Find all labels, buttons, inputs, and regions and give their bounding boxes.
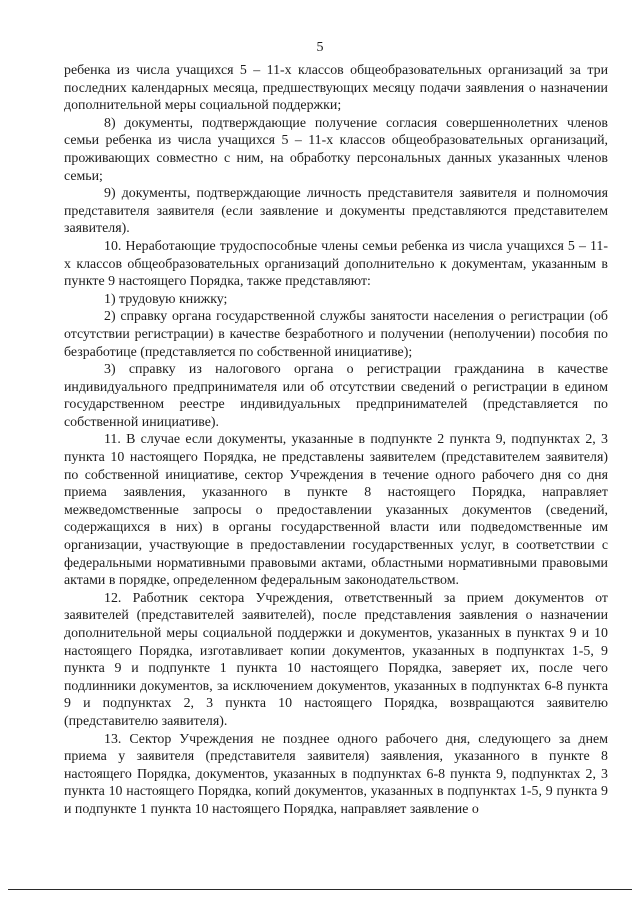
- bottom-divider: [8, 889, 632, 890]
- paragraph-continuation: ребенка из числа учащихся 5 – 11-х классов общеобразовательных организаций за три последних календарных месяца, предшествующих месяцу подачи заявления о назначении дополнительной меры социальной поддержки;: [64, 63, 608, 114]
- paragraph-item-9: 9) документы, подтверждающие личность представителя заявителя и полномочия представителя заявителя (если заявление и документы представляются представителем заявителя).: [64, 186, 608, 237]
- paragraph-section-12: 12. Работник сектора Учреждения, ответственный за прием документов от заявителей (представителей заявителей), после представления заявления о назначении дополнительной меры социальной поддержки и документов, указанных в пунктах 9 и 10 настоящего Порядка, изготавливает копии документов, указанных в подпунктах 1-5, 9 пункта 9 и подпункте 1 пункта 10 настоящего Порядка, заверяет их, после чего подлинники документов, за исключением документов, указанных в подпунктах 6-8 пункта 9 и подпунктах 2, 3 пункта 10 настоящего Порядка, возвращаются заявителю (представителю заявителя).: [64, 590, 608, 729]
- paragraph-subitem-3: 3) справку из налогового органа о регистрации гражданина в качестве индивидуального предпринимателя или об отсутствии сведений о регистрации в едином государственном реестре индивидуальных предпринимателей (представляется по собственной инициативе).: [64, 362, 608, 430]
- paragraph-subitem-2: 2) справку органа государственной службы занятости населения о регистрации (об отсутствии регистрации) в качестве безработного и получении (неполучении) пособия по безработице (представляется по собственной инициативе);: [64, 309, 608, 360]
- document-body: [64, 62, 608, 819]
- paragraph-section-10: 10. Неработающие трудоспособные члены семьи ребенка из числа учащихся 5 – 11-х классов общеобразовательных организаций дополнительно к документам, указанным в пункте 9 настоящего Порядка, также представляют:: [64, 238, 608, 290]
- paragraph-item-8: 8) документы, подтверждающие получение согласия совершеннолетних членов семьи ребенка из числа учащихся 5 – 11-х классов общеобразовательных организаций, проживающих совместно с ним, на обработку персональных данных указанных членов семьи;: [64, 115, 608, 184]
- page-number: 5: [316, 40, 324, 55]
- paragraph-subitem-1: 1) трудовую книжку;: [104, 291, 228, 307]
- paragraph-section-13: 13. Сектор Учреждения не позднее одного рабочего дня, следующего за днем приема у заявителя (представителя заявителя) заявления, указанного в пункте 8 настоящего Порядка, документов, указанных в подпунктах 6-8 пункта 9, подпунктах 2, 3 пункта 10 настоящего Порядка, копий документов, указанных в подпунктах 1-5, 9 пункта 9 и подпункте 1 пункта 10 настоящего Порядка, направляет заявление о: [64, 731, 608, 817]
- paragraph-section-11: 11. В случае если документы, указанные в подпункте 2 пункта 9, подпунктах 2, 3 пункта 10 настоящего Порядка, не представлены заявителем (представителем заявителя) по собственной инициативе, сектор Учреждения в течение одного рабочего дня со дня приема заявления, указанного в пункте 8 настоящего Порядка, направляет межведомственные запросы о предоставлении указанных документов (сведений, содержащихся в них) в органы государственной власти или подведомственные им организации, участвующие в предоставлении государственных услуг, в соответствии с федеральными нормативными правовыми актами, областными нормативными правовыми актами в порядке, определенном федеральным законодательством.: [64, 432, 608, 589]
